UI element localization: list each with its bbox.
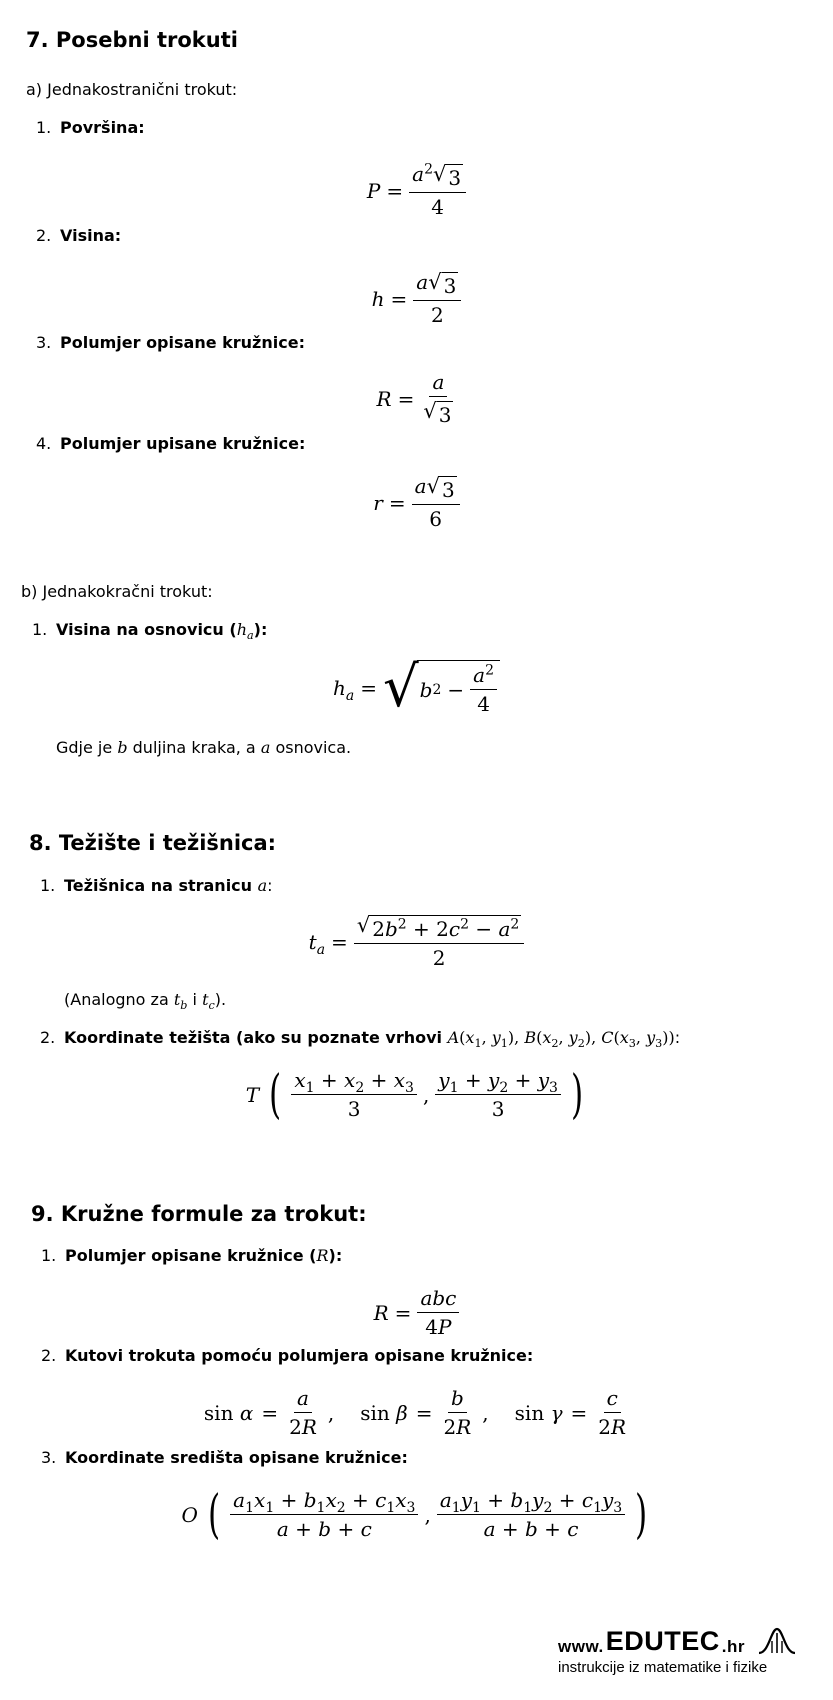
item-label: Kutovi trokuta pomoću polumjera opisane kružnice: (65, 1346, 534, 1365)
formula-circumradius-equilateral: R = a √ 3 (376, 370, 452, 427)
logo-tagline: instrukcije iz matematike i fizike (558, 1659, 768, 1676)
item-label-prefix: Polumjer opisane kružnice ( (65, 1246, 317, 1265)
formula-area-equilateral: P = $a^2$ √ 3 4 (0, 162, 833, 219)
item-number: 1. (36, 118, 52, 137)
subsection-b-title: b) Jednakokračni trokut: (21, 582, 213, 601)
item-koordinate-tezista: 2. Koordinate težišta (ako su poznate vrhovi $A(x_1$, $y_1$), $B(x_2$, $y_2$), $C(x_3$, $y_3$)): (40, 1028, 681, 1051)
note-isosceles: Gdje je b duljina kraka, a a osnovica. (56, 738, 352, 757)
section-7-title: 7. Posebni trokuti (26, 28, 238, 52)
item-label-suffix: ): (328, 1246, 343, 1265)
logo-tld: .hr (721, 1637, 746, 1656)
item-number: 3. (41, 1448, 57, 1467)
formula-sine-law: sin α = $\frac{a}{2R}$ , sin β = $\frac{b}{2R}$ , sin γ = $\frac{c}{2R}$ (203, 1386, 627, 1439)
item-label: Površina: (60, 118, 145, 137)
item-polumjer-opisane (36, 333, 305, 352)
logo-wordmark (558, 1626, 797, 1657)
item-label-suffix: ): (253, 620, 268, 639)
note-analogno: (Analogno za $t_b$ i $t_c$). (64, 990, 227, 1013)
item-number: 2. (40, 1028, 56, 1047)
section-8-title: 8. Težište i težišnica: (29, 831, 277, 855)
item-label: Polumjer upisane kružnice: (60, 434, 306, 453)
item-label: Težišnica na stranicu (64, 876, 258, 895)
item-number: 1. (41, 1246, 57, 1265)
item-visina (36, 226, 121, 245)
item-number: 1. (32, 620, 48, 639)
logo-brand: EDUTEC (605, 1626, 720, 1656)
section-9-title: 9. Kružne formule za trokut: (31, 1202, 367, 1226)
edutec-logo (558, 1626, 797, 1676)
item-number: 4. (36, 434, 52, 453)
item-koordinate-sredista (41, 1448, 408, 1467)
item-number: 2. (41, 1346, 57, 1365)
formula-median: $t_a$ = √ $2b^2 + 2c^2 - a^2$ 2 (0, 913, 833, 970)
formula-circumradius-general: R = $\frac{\text{abc}}{4P}$ (0, 1286, 833, 1339)
item-number: 2. (36, 226, 52, 245)
item-polumjer-opisane-R: 1. Polumjer opisane kružnice (R): (41, 1246, 343, 1265)
item-label: Koordinate težišta (ako su poznate vrhovi (64, 1028, 448, 1047)
item-povrsina (36, 118, 145, 137)
formula-height-isosceles: $h_a$ = √ b 2 − $\frac{a^2}{4}$ (0, 660, 833, 716)
logo-www: www. (558, 1637, 604, 1656)
item-number: 1. (40, 876, 56, 895)
item-label: Polumjer opisane kružnice: (60, 333, 305, 352)
formula-height-equilateral: h = a √ 3 2 (0, 270, 833, 327)
item-label-prefix: Visina na osnovicu ( (56, 620, 237, 639)
item-label: Visina: (60, 226, 122, 245)
formula-circumcenter: O ( $\frac{a_1x_1 + b_1x_2 + c_1x_3}{a + b + c}$ , $\frac{a_1y_1 + b_1y_2 + c_1y_3}{a + b + c}$ ) (181, 1484, 648, 1545)
item-kutovi (41, 1346, 533, 1365)
formula-centroid: T ( $\frac{x_1 + x_2 + x_3}{3}$ , $\frac{y_1 + y_2 + y_3}{3}$ ) (245, 1064, 584, 1125)
formula-inradius-equilateral: r = a √ 3 6 (0, 474, 833, 531)
item-polumjer-upisane (36, 434, 305, 453)
item-visina-osnovica: 1. Visina na osnovicu $(h_a)$: (32, 620, 268, 643)
subsection-a-title: a) Jednakostranični trokut: (26, 80, 238, 99)
item-label: Koordinate središta opisane kružnice: (65, 1448, 408, 1467)
item-number: 3. (36, 333, 52, 352)
bell-curve-icon (757, 1627, 797, 1655)
item-tezisnica: 1. Težišnica na stranicu a: (40, 876, 273, 895)
